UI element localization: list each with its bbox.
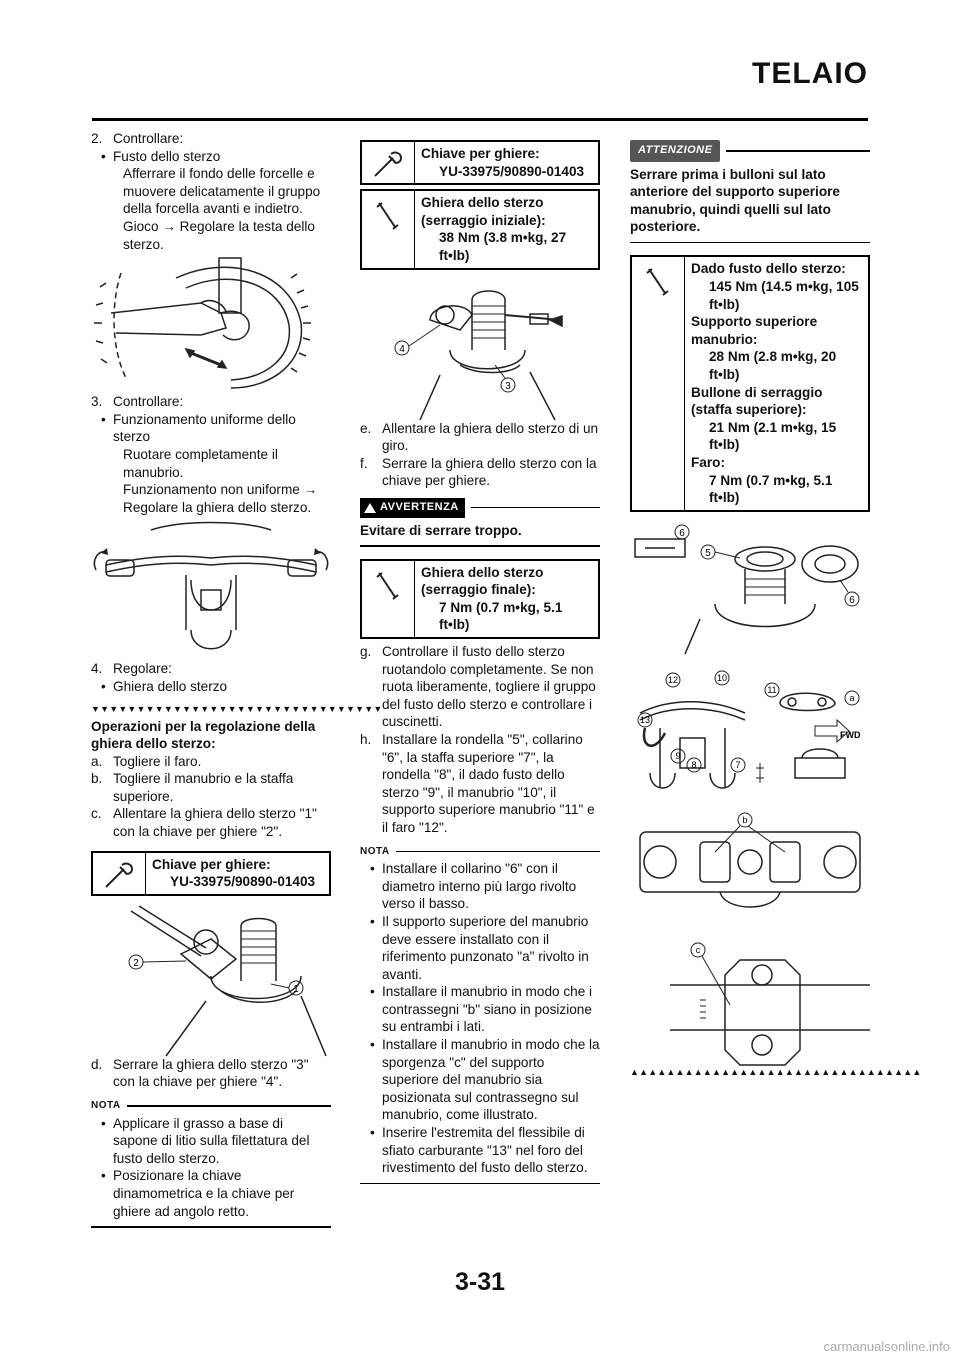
column-right <box>630 140 922 1077</box>
step-e: e. Allentare la ghiera dello sterzo di un giro. <box>360 420 599 454</box>
warning-text: Evitare di serrare troppo. <box>360 522 522 538</box>
callout-7: 7 <box>735 759 741 770</box>
callout-2: 2 <box>133 957 139 969</box>
figure-handlebar-turn <box>91 520 331 660</box>
fwd-label: FWD <box>840 729 861 740</box>
callout-3: 3 <box>505 380 511 392</box>
step-c: c. Allentare la ghiera dello sterzo "1" con la chiave per ghiere "2". <box>91 806 317 840</box>
attention-badge: ATTENZIONE <box>630 140 720 162</box>
paragraph: Gioco → Regolare la testa dello sterzo. <box>123 218 315 252</box>
step-3: 3. Controllare: <box>91 394 184 410</box>
figure-bracket-assembly <box>630 668 870 798</box>
paragraph: Funzionamento non uniforme → Regolare la ghiera dello sterzo. <box>123 482 318 515</box>
note-end-rule <box>91 1226 331 1228</box>
warning-header <box>360 498 600 518</box>
callout-8: 8 <box>691 759 697 770</box>
callout-4: 4 <box>399 343 405 355</box>
callout-9: 9 <box>675 750 681 761</box>
spec-box-torque-list: Dado fusto dello sterzo: 145 Nm (14.5 m•kg, 105 ft•lb) Supporto superiore manubrio: 28 Nm (2.8 m•kg, 20 ft•lb) Bullone di serraggio (staffa superiore): 21 Nm (2.1 m•kg, 15 ft•lb) Faro: 7 Nm (0.7 m•kg, 5.1 ft•lb) <box>630 255 870 511</box>
callout-a: a <box>849 692 855 703</box>
wrench-icon <box>93 853 146 894</box>
callout-11: 11 <box>767 684 777 695</box>
procedure-title: Operazioni per la regolazione della ghiera dello sterzo: <box>91 718 316 752</box>
step-a: a. Togliere il faro. <box>91 753 202 769</box>
callout-1: 1 <box>293 983 299 995</box>
procedure-end-marker: ▲▲▲▲▲▲▲▲▲▲▲▲▲▲▲▲▲▲▲▲▲▲▲▲▲▲▲▲▲▲▲▲ <box>630 1066 922 1077</box>
figure-steering-nut-tighten <box>360 280 600 420</box>
step-4: 4. Regolare: <box>91 661 172 677</box>
bullet: • Fusto dello sterzo <box>101 148 221 164</box>
note-bullet: • Posizionare la chiave dinamometrica e la chiave per ghiere ad angolo retto. <box>101 1168 295 1219</box>
page-title: TELAIO <box>752 57 868 90</box>
figure-steering-nut-loosen <box>91 906 331 1056</box>
callout-5: 5 <box>705 547 711 559</box>
figure-top-view-marks <box>630 812 870 932</box>
spec-box-torque-initial: Ghiera dello sterzo (serraggio iniziale): 38 Nm (3.8 m•kg, 27 ft•lb) <box>360 189 600 269</box>
figure-washer-collar <box>630 524 870 654</box>
note-end-rule <box>360 1183 600 1185</box>
callout-6b: 6 <box>849 594 855 606</box>
handlebar-illustration <box>91 520 331 660</box>
column-left <box>91 130 383 1228</box>
column-middle <box>360 140 600 1184</box>
note-bullet: • Installare il manubrio in modo che i contrassegni "b" siano in posizione su entrambi i lati. <box>370 984 593 1035</box>
paragraph: Ruotare completamente il manubrio. <box>123 446 278 480</box>
note-bullet: • Installare il collarino "6" con il diametro interno più largo rivolto verso il basso. <box>370 861 577 912</box>
callout-12: 12 <box>667 674 679 685</box>
page-number: 3-31 <box>454 1268 506 1296</box>
note-bullet: • Applicare il grasso a base di sapone di litio sulla filettatura del fusto dello sterzo. <box>101 1115 310 1166</box>
note-bullet: • Inserire l'estremita del flessibile di sfiato carburante "13" nel foro del rivestimento del fusto dello sterzo. <box>370 1125 588 1176</box>
warning-badge: AVVERTENZA <box>360 498 465 518</box>
callout-10: 10 <box>716 672 728 683</box>
figure-fork-check <box>91 253 331 393</box>
note-header: NOTA <box>360 843 600 861</box>
note-bullet: • Installare il manubrio in modo che la sporgenza "c" del supporto superiore del manubrio sia posizionata sul contrassegno sul manubrio, come illustrato. <box>370 1037 600 1123</box>
torque-wrench-icon <box>362 191 415 267</box>
wrench-icon <box>362 142 415 183</box>
attention-end-rule <box>630 242 870 244</box>
step-d: d. Serrare la ghiera dello sterzo "3" con la chiave per ghiere "4". <box>91 1056 309 1090</box>
step-2: 2. Controllare: <box>91 131 184 146</box>
step-b: b. Togliere il manubrio e la staffa superiore. <box>91 771 294 804</box>
torque-wrench-icon <box>632 257 685 509</box>
callout-13: 13 <box>639 714 651 725</box>
figure-side-detail <box>630 940 870 1065</box>
step-h: h. Installare la rondella "5", collarino "6", la staffa superiore "7", la rondella "8", il dado fusto dello sterzo "9", il manubrio "10", il supporto superiore manubrio "11" e il faro "12". <box>360 731 595 835</box>
step-f: f. Serrare la ghiera dello sterzo con la chiave per ghiere. <box>360 455 597 489</box>
watermark: carmanualsonline.info <box>823 1339 950 1354</box>
header-rule <box>92 118 868 121</box>
warning-icon <box>364 503 376 513</box>
step-g: g. Controllare il fusto dello sterzo ruotandolo completamente. Se non ruota liberamente, togliere il gruppo del fusto dello sterzo e controllare i cuscinetti. <box>360 644 596 730</box>
spec-box-wrench: Chiave per ghiere: YU-33975/90890-01403 <box>91 851 331 896</box>
procedure-start-marker: ▼▼▼▼▼▼▼▼▼▼▼▼▼▼▼▼▼▼▼▼▼▼▼▼▼▼▼▼▼▼▼▼ <box>91 703 383 714</box>
note-header: NOTA <box>91 1097 331 1115</box>
attention-text: Serrare prima i bulloni sul lato anteriore del supporto superiore manubrio, quindi quelli sul lato posteriore. <box>630 166 840 235</box>
torque-wrench-icon <box>362 561 415 637</box>
bullet: • Funzionamento uniforme dello sterzo <box>101 411 296 445</box>
spec-box-wrench: Chiave per ghiere: YU-33975/90890-01403 <box>360 140 600 185</box>
bullet: • Ghiera dello sterzo <box>101 678 228 694</box>
note-bullet: • Il supporto superiore del manubrio deve essere installato con il riferimento punzonato "a" rivolto in avanti. <box>370 913 589 982</box>
callout-6: 6 <box>679 527 685 539</box>
warning-end-rule <box>360 545 600 547</box>
paragraph: Afferrare il fondo delle forcelle e muovere delicatamente il gruppo della forcella avanti e indietro. <box>123 166 321 217</box>
callout-b: b <box>742 814 748 825</box>
attention-header <box>630 140 870 162</box>
callout-c: c <box>695 944 701 955</box>
fork-check-illustration <box>91 253 331 393</box>
spec-box-torque-final: Ghiera dello sterzo (serraggio finale): 7 Nm (0.7 m•kg, 5.1 ft•lb) <box>360 559 600 639</box>
